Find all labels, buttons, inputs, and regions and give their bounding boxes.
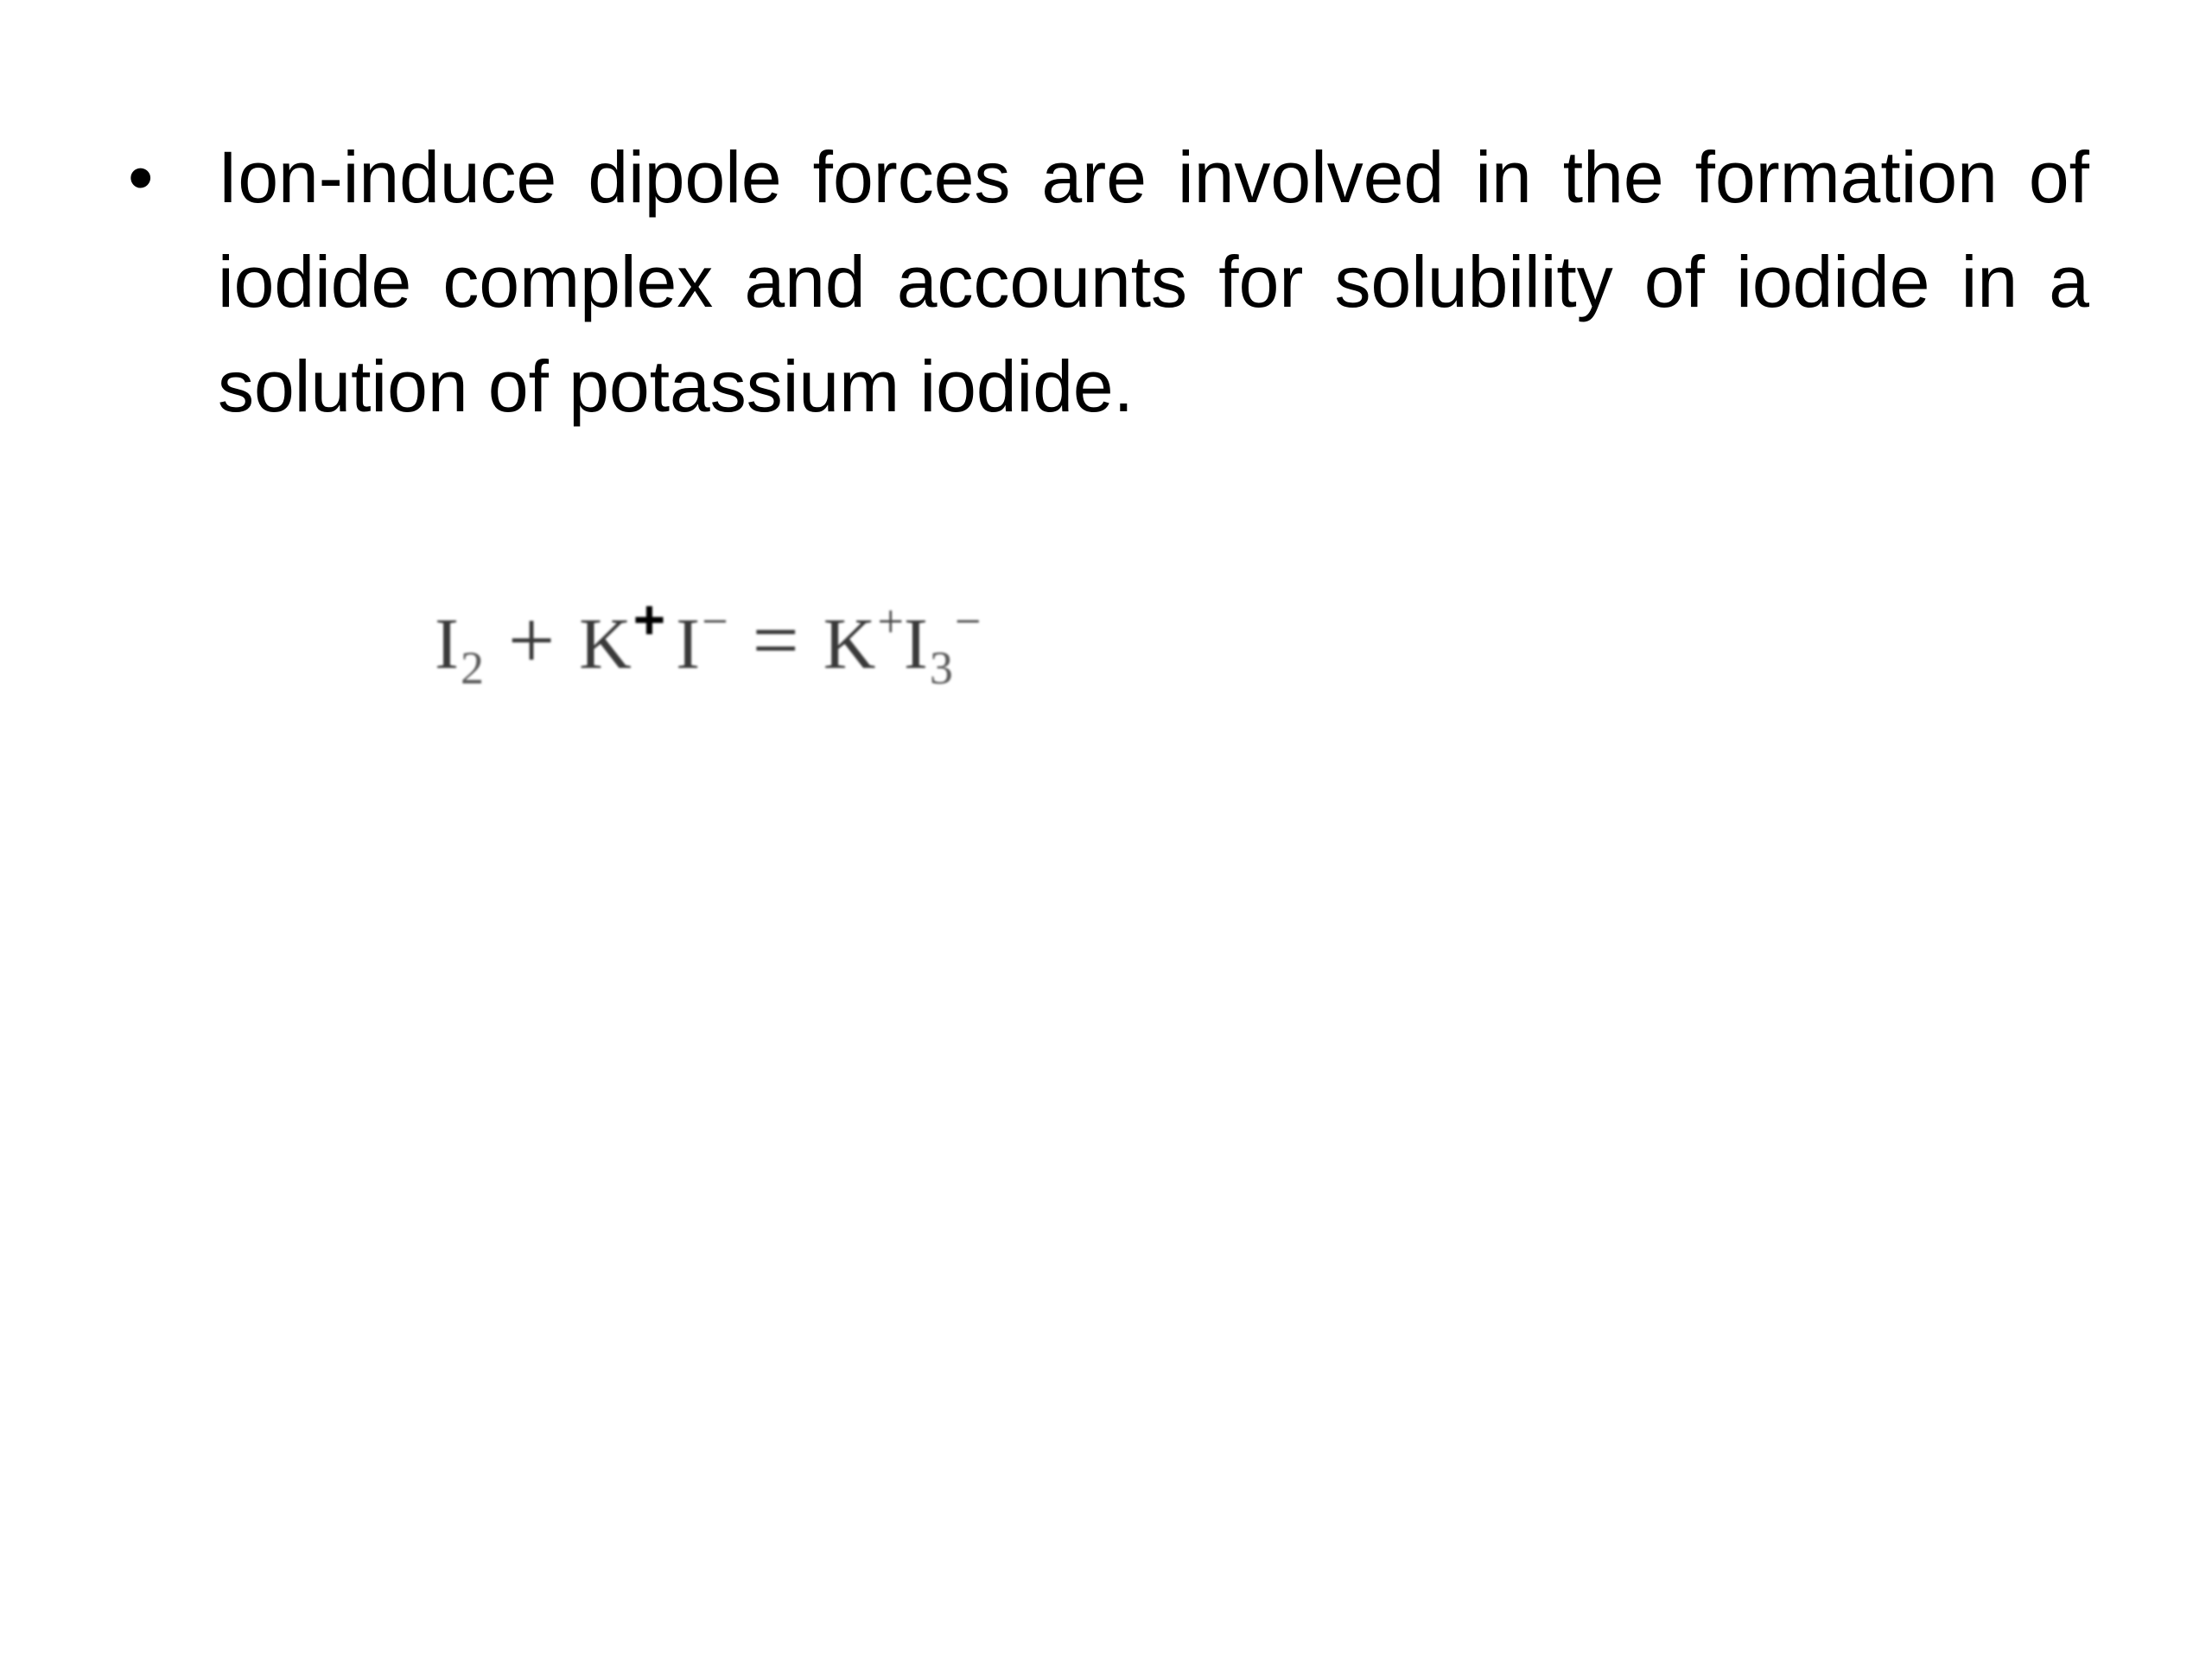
bullet-text: Ion-induce dipole forces are involved in the formation of iodide complex and accounts for solubility of iodide in a solution of potassium iodide. (218, 137, 2089, 427)
bullet-icon: • (128, 137, 154, 218)
subscript: 2 (460, 642, 484, 694)
equation-potassium-ion-product: K+ (823, 595, 904, 684)
chemical-equation (435, 588, 982, 696)
plus-operator: + (507, 594, 556, 686)
subscript: 3 (929, 642, 953, 694)
superscript: + (632, 588, 666, 651)
equation-potassium-ion: K+ (579, 588, 666, 684)
bullet-point (128, 125, 2089, 439)
equation-iodide-ion: I− (676, 595, 728, 684)
superscript: − (954, 595, 982, 647)
superscript: + (877, 595, 904, 647)
equation-iodine: $I_2$ (435, 604, 484, 694)
superscript: − (702, 595, 728, 647)
equation-triiodide-ion: $I_3^-$ (903, 595, 982, 694)
equals-operator: = (752, 594, 799, 686)
